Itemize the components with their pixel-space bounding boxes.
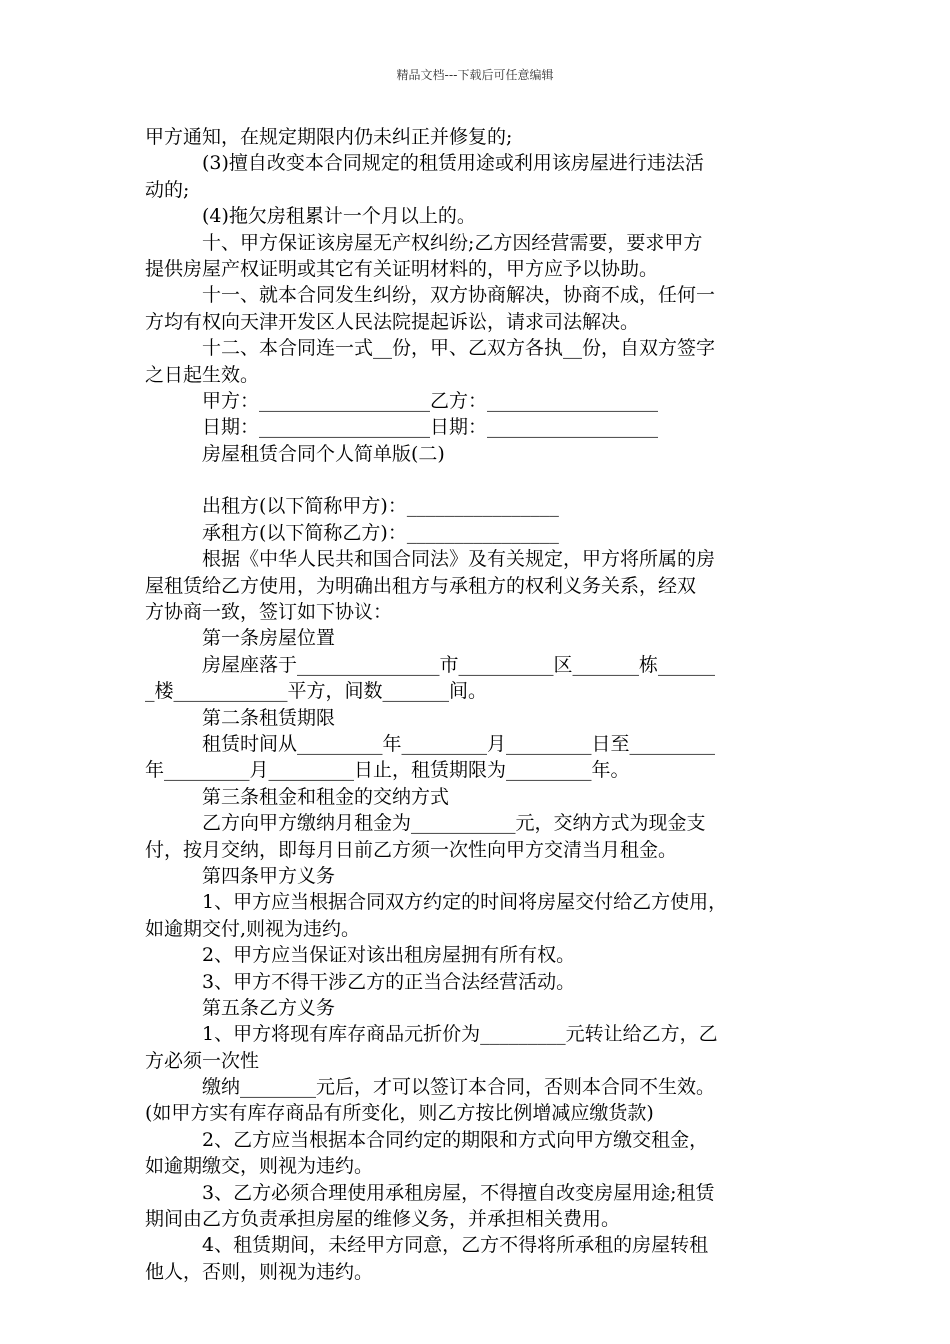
- text-line: 屋租赁给乙方使用，为明确出租方与承租方的权利义务关系，经双: [145, 574, 697, 597]
- text-line: 如逾期交付,则视为违约。: [145, 917, 361, 940]
- text-line: 第三条租金和租金的交纳方式: [202, 785, 450, 808]
- text-line: 如逾期缴交，则视为违约。: [145, 1155, 374, 1178]
- text-line: 乙方向甲方缴纳月租金为___________元，交纳方式为现金支: [202, 812, 706, 835]
- text-line: 他人，否则，则视为违约。: [145, 1260, 374, 1283]
- text-line: 1、甲方将现有库存商品元折价为_________元转让给乙方，乙: [202, 1023, 718, 1046]
- document-body: [145, 124, 817, 1285]
- text-line: 方均有权向天津开发区人民法院提起诉讼，请求司法解决。: [145, 310, 640, 333]
- text-line: 提供房屋产权证明或其它有关证明材料的，甲方应予以协助。: [145, 257, 659, 280]
- text-line: 3、乙方必须合理使用承租房屋，不得擅自改变房屋用途;租赁: [202, 1181, 715, 1204]
- text-line: 2、甲方应当保证对该出租房屋拥有所有权。: [202, 944, 576, 967]
- text-line: _楼____________平方，间数_______间。: [145, 680, 488, 703]
- text-line: 十一、就本合同发生纠纷，双方协商解决，协商不成，任何一: [202, 284, 716, 307]
- text-line: 1、甲方应当根据合同双方约定的时间将房屋交付给乙方使用，: [202, 891, 728, 914]
- text-line: 方协商一致，签订如下协议：: [145, 601, 393, 624]
- text-line: 第一条房屋位置: [202, 627, 336, 650]
- text-line: 日期：__________________日期：__________________: [202, 416, 659, 439]
- text-line: 期间由乙方负责承担房屋的维修义务，并承担相关费用。: [145, 1208, 621, 1231]
- text-line: 付，按月交纳，即每月日前乙方须一次性向甲方交清当月租金。: [145, 838, 678, 861]
- text-line: 4、租赁期间，未经甲方同意，乙方不得将所承租的房屋转租: [202, 1234, 709, 1257]
- text-line: 第五条乙方义务: [202, 996, 336, 1019]
- text-line: 之日起生效。: [145, 363, 260, 386]
- text-line: 十、甲方保证该房屋无产权纠纷;乙方因经营需要，要求甲方: [202, 231, 703, 254]
- text-line: 十二、本合同连一式__份，甲、乙双方各执__份，自双方签字: [202, 337, 716, 360]
- page-header: 精品文档---下载后可任意编辑: [396, 68, 554, 82]
- text-line: 租赁时间从_________年_________月_________日至_________: [202, 732, 716, 755]
- text-line: 3、甲方不得干涉乙方的正当合法经营活动。: [202, 970, 576, 993]
- text-line: 方必须一次性: [145, 1049, 260, 1072]
- text-line: 甲方：__________________乙方：__________________: [202, 389, 659, 412]
- text-line: (如甲方实有库存商品有所变化，则乙方按比例增减应缴货款): [145, 1102, 654, 1125]
- text-line: 动的;: [145, 178, 190, 201]
- text-line: [145, 467, 817, 493]
- text-line: 出租方(以下简称甲方)：________________: [202, 495, 559, 518]
- text-line: 根据《中华人民共和国合同法》及有关规定，甲方将所属的房: [202, 548, 716, 571]
- text-line: 房屋租赁合同个人简单版(二): [202, 442, 445, 465]
- text-line: 第二条租赁期限: [202, 706, 336, 729]
- text-line: (3)擅自改变本合同规定的租赁用途或利用该房屋进行违法活: [202, 152, 704, 175]
- text-line: (4)拖欠房租累计一个月以上的。: [202, 205, 476, 228]
- text-line: 缴纳________元后，才可以签订本合同，否则本合同不生效。: [202, 1076, 716, 1099]
- text-line: 第四条甲方义务: [202, 864, 336, 887]
- text-line: 年_________月_________日止，租赁期限为_________年。: [145, 759, 630, 782]
- text-line: 房屋座落于_______________市__________区_______栋______: [202, 653, 716, 676]
- text-line: 甲方通知，在规定期限内仍未纠正并修复的;: [145, 126, 513, 148]
- text-line: 2、乙方应当根据本合同约定的期限和方式向甲方缴交租金，: [202, 1128, 709, 1151]
- text-line: 承租方(以下简称乙方)：________________: [202, 521, 559, 544]
